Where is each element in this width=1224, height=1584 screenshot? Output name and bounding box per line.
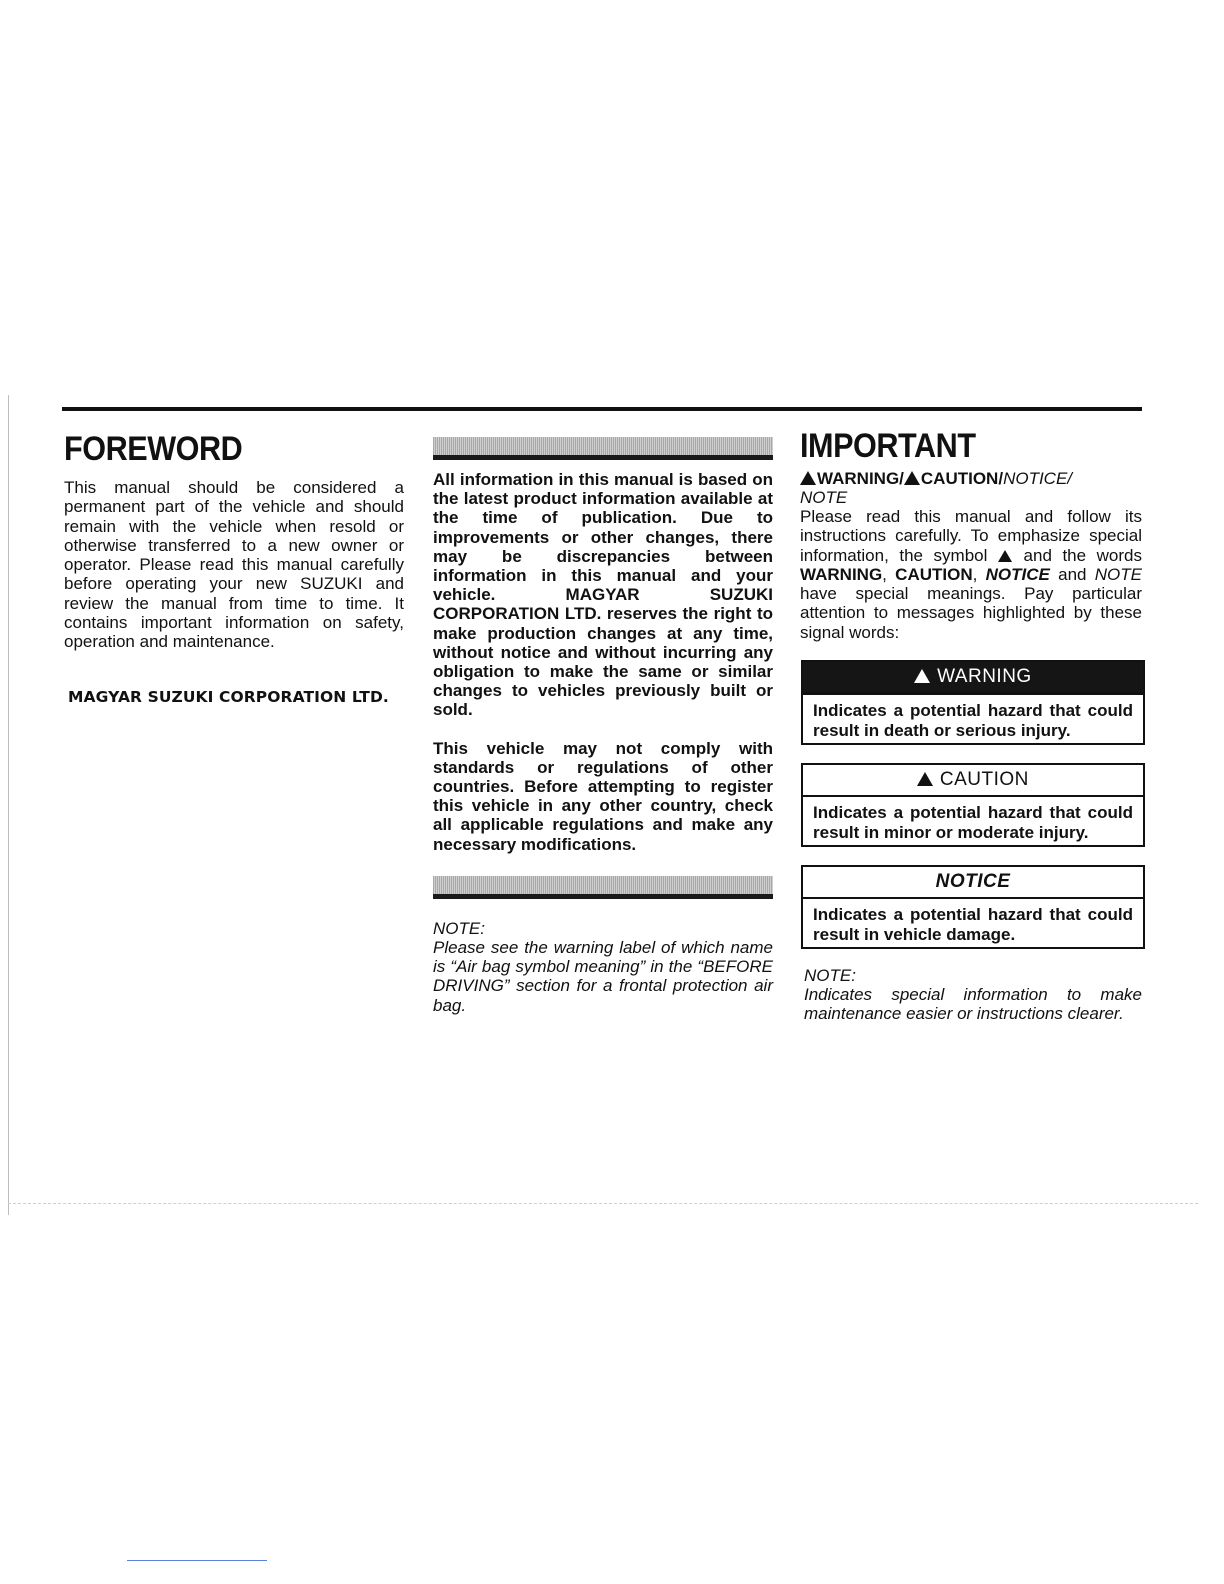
important-title: IMPORTANT <box>800 427 976 465</box>
notice-box-text: Indicates a potential hazard that could result in vehicle damage. <box>813 905 1133 944</box>
intro-part-3: and <box>1058 564 1087 584</box>
word-caution: CAUTION <box>895 564 973 584</box>
caution-box-label: CAUTION <box>939 769 1029 791</box>
important-column <box>800 427 1142 1024</box>
intro-part-2: and the words <box>1023 545 1142 565</box>
page-bottom-edge <box>8 1203 1198 1204</box>
maintenance-note <box>804 966 1142 1024</box>
warning-triangle-icon <box>998 550 1012 562</box>
signal-note: NOTE <box>800 488 848 507</box>
warning-box-text: Indicates a potential hazard that could result in death or serious injury. <box>803 692 1143 743</box>
foreword-body: This manual should be considered a permanent part of the vehicle and should remain with the vehicle when resold or otherwise transferred to a new owner or operator. Please read this manual carefully before operating your new SUZUKI and review the manual from time to time. It contains important information on safety, operation and maintenance. <box>64 478 404 652</box>
caution-box-text: Indicates a potential hazard that could result in minor or moderate injury. <box>813 803 1133 842</box>
warning-box-label: WARNING <box>937 666 1032 688</box>
notice-box-label: NOTICE <box>935 871 1011 893</box>
divider-bar-bottom <box>433 876 773 899</box>
warning-triangle-icon <box>904 471 920 485</box>
notice-box-header <box>803 867 1143 899</box>
intro-part-1: Please read this manual and follow its instructions carefully. To emphasize special information, the symbol <box>800 507 1142 565</box>
maintenance-note-text: Indicates special information to make maintenance easier or instructions clearer. <box>804 985 1142 1024</box>
maintenance-note-label: NOTE: <box>804 966 856 986</box>
warning-triangle-icon <box>914 669 930 683</box>
warning-box-header <box>803 662 1143 692</box>
corporation-name: MAGYAR SUZUKI CORPORATION LTD. <box>68 687 389 706</box>
signal-caution: CAUTION/ <box>920 469 1004 488</box>
word-notice: NOTICE <box>985 564 1050 584</box>
word-note: NOTE <box>1094 564 1142 584</box>
information-column <box>433 437 773 1015</box>
important-intro: Please read this manual and follow its instructions carefully. To emphasize special information, the symbol and the words WARNING, CAUTION, NOTICE and NOTE have special meanings. Pay particular attention to messages highlighted by these signal words: <box>800 507 1142 642</box>
footer-line <box>127 1560 267 1561</box>
notice-box <box>801 865 1145 949</box>
airbag-note-label: NOTE: <box>433 918 485 938</box>
warning-triangle-icon <box>917 772 933 786</box>
information-paragraph: All information in this manual is based on the latest product information available at the time of publication. Due to improvements or other changes, there may be discrepancies between information in this manual and your vehicle. MAGYAR SUZUKI CORPORATION LTD. reserves the right to make production changes at any time, without notice and without incurring any obligation to make the same or similar changes to vehicles previously built or sold. <box>433 470 773 720</box>
signal-notice: NOTICE/ <box>1003 469 1073 488</box>
airbag-note-text: Please see the warning label of which name is “Air bag symbol meaning” in the “BEFORE DRIVING” section for a frontal protection air bag. <box>433 938 773 1015</box>
page-edge <box>8 395 9 1215</box>
signal-warning: WARNING/ <box>817 469 904 488</box>
foreword-title: FOREWORD <box>64 430 243 468</box>
warning-box <box>801 660 1145 745</box>
caution-box <box>801 763 1145 847</box>
caution-box-header <box>803 765 1143 797</box>
top-rule <box>62 407 1142 411</box>
foreword-column <box>64 430 404 706</box>
warning-triangle-icon <box>800 471 816 485</box>
divider-bar-top <box>433 437 773 460</box>
intro-part-4: have special meanings. Pay particular attention to messages highlighted by these signal words: <box>800 584 1142 642</box>
word-warning: WARNING <box>800 564 883 584</box>
regulations-paragraph: This vehicle may not comply with standards or regulations of other countries. Before attempting to register this vehicle in any other country, check all applicable regulations and make any necessary modifications. <box>433 738 773 854</box>
signal-words-line <box>800 469 1142 507</box>
